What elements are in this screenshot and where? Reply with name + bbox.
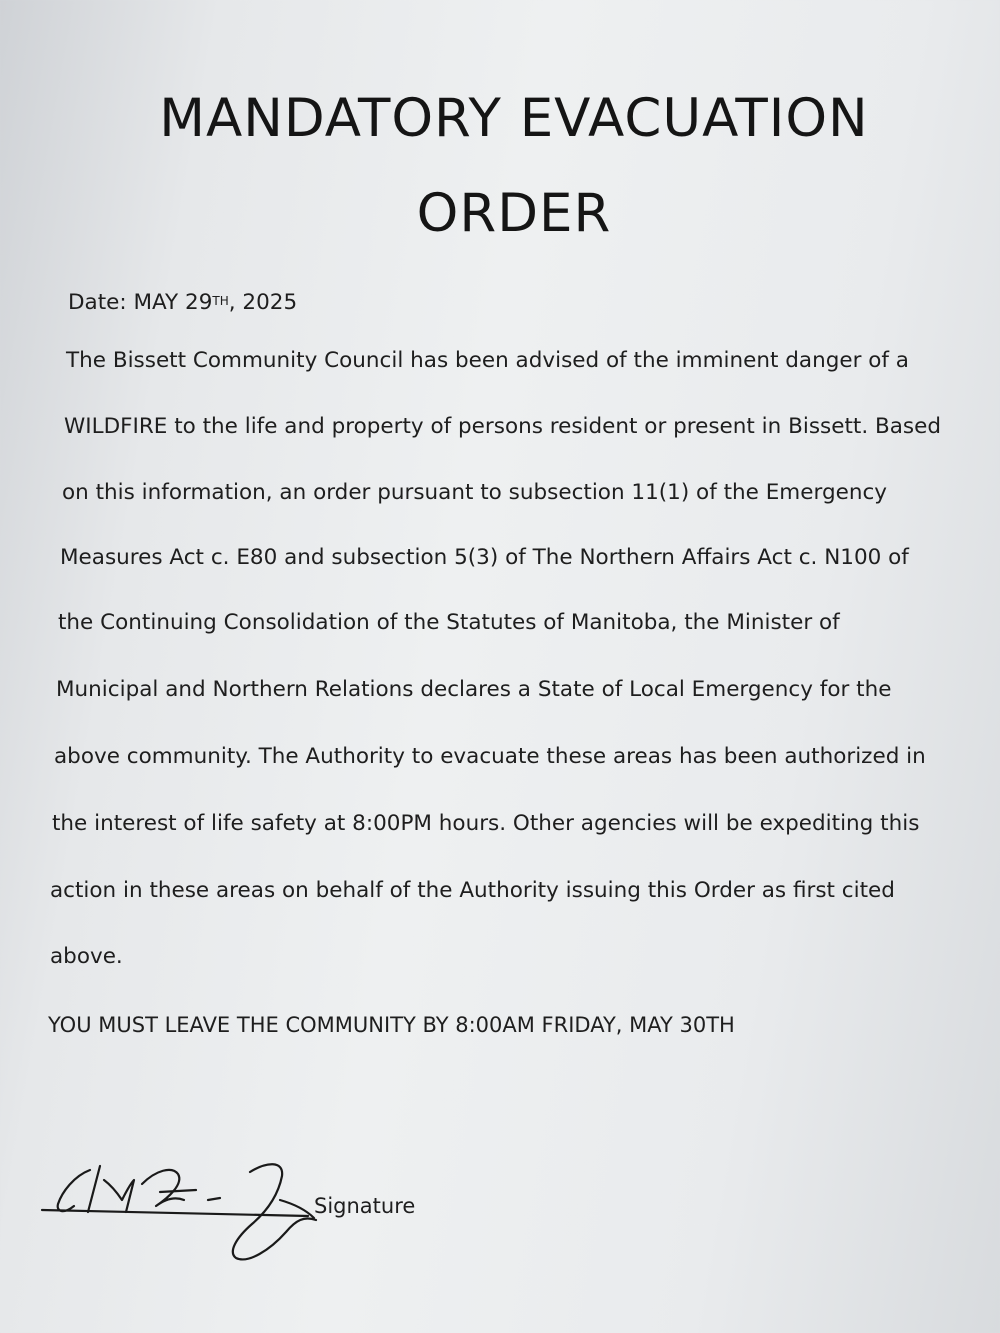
order-date-prefix: Date: MAY 29	[68, 290, 213, 315]
body-line-2: WILDFIRE to the life and property of persons resident or present in Bissett. Based	[64, 414, 941, 439]
body-line-8: the interest of life safety at 8:00PM hours. Other agencies will be expediting this	[52, 811, 920, 836]
order-date-ordinal: TH	[212, 294, 229, 308]
body-line-4: Measures Act c. E80 and subsection 5(3) of The Northern Affairs Act c. N100 of	[60, 545, 909, 570]
body-line-3: on this information, an order pursuant to subsection 11(1) of the Emergency	[62, 480, 887, 505]
signature-label: Signature	[314, 1194, 416, 1218]
body-line-5: the Continuing Consolidation of the Statutes of Manitoba, the Minister of	[58, 610, 840, 635]
body-line-10: above.	[50, 944, 123, 969]
body-line-7: above community. The Authority to evacuate these areas has been authorized in	[54, 744, 926, 769]
body-line-6: Municipal and Northern Relations declares a State of Local Emergency for the	[56, 677, 892, 702]
order-date	[68, 290, 297, 315]
body-line-1: The Bissett Community Council has been advised of the imminent danger of a	[66, 348, 909, 373]
order-date-suffix: , 2025	[228, 290, 298, 315]
document-title-line-1: MANDATORY EVACUATION	[159, 88, 869, 149]
body-line-9: action in these areas on behalf of the Authority issuing this Order as first cited	[50, 878, 895, 903]
document-title-line-2: ORDER	[416, 183, 612, 244]
leave-notice: YOU MUST LEAVE THE COMMUNITY BY 8:00AM FRIDAY, MAY 30TH	[48, 1013, 735, 1037]
